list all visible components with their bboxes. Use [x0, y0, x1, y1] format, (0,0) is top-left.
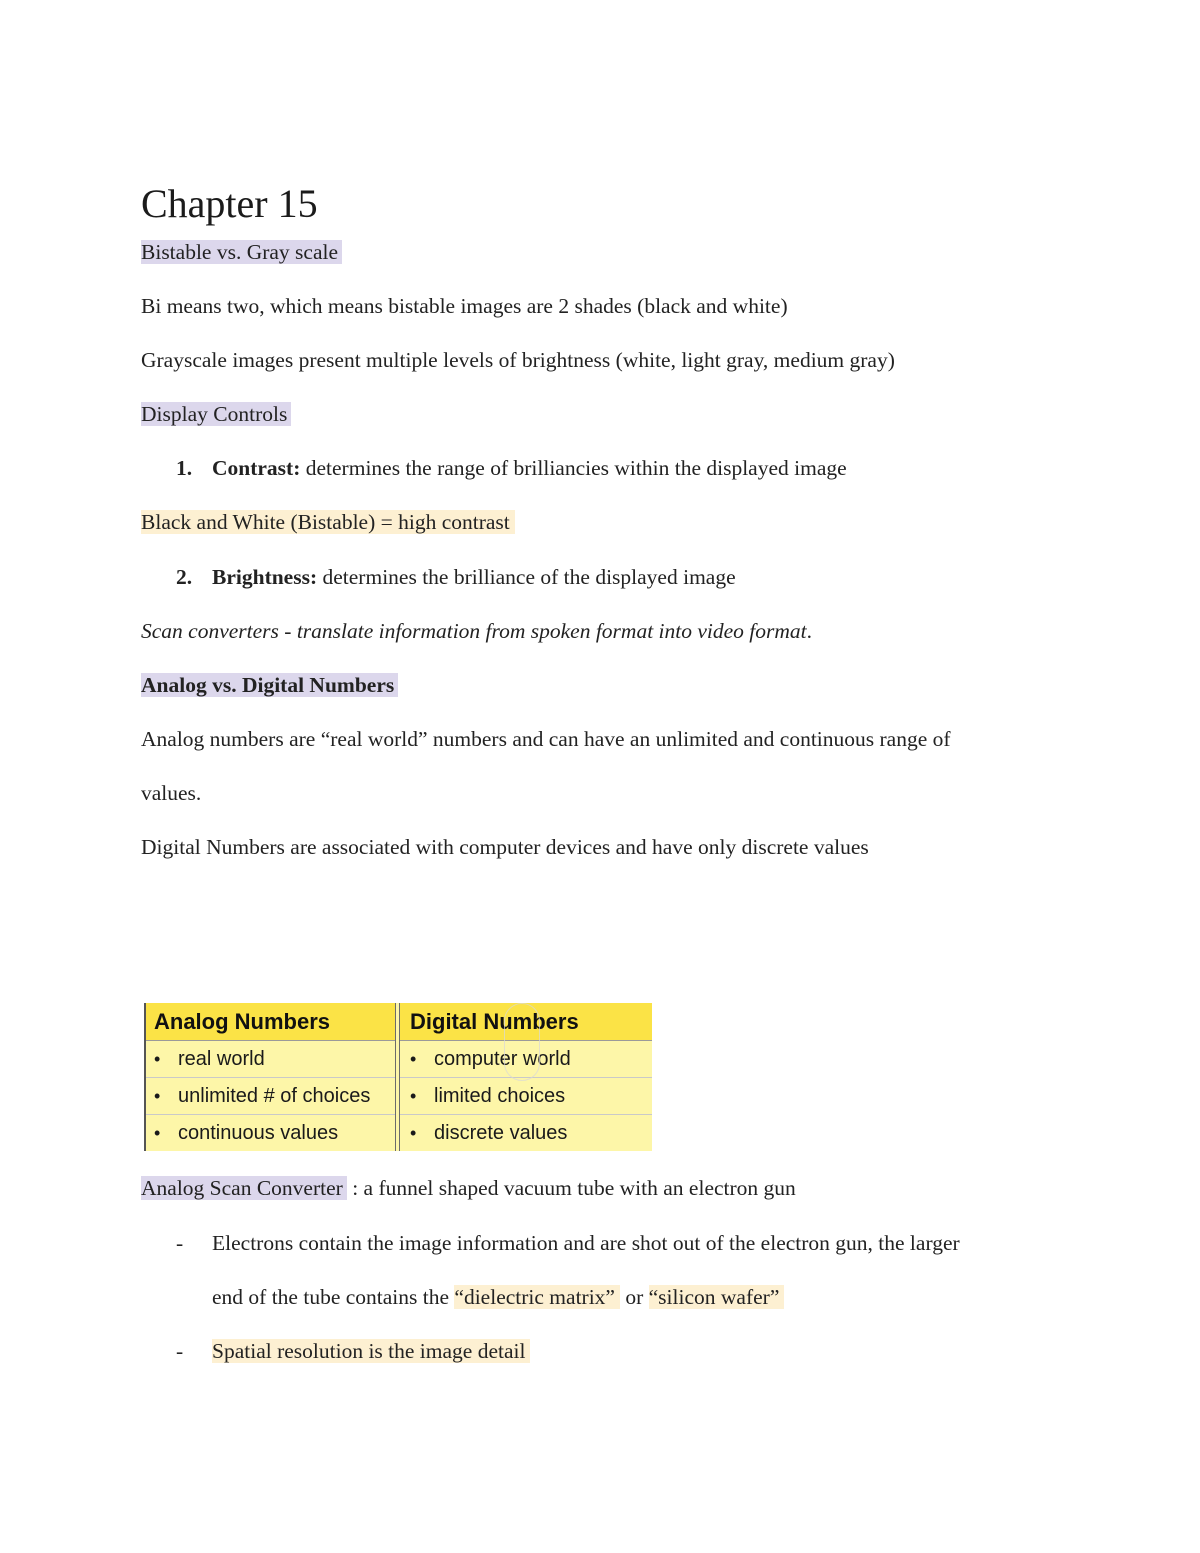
table-cell	[144, 1041, 396, 1078]
page-title: Chapter 15	[141, 181, 318, 226]
table-cell-text: continuous values	[178, 1122, 339, 1144]
table-cell	[400, 1115, 652, 1152]
term-contrast: Contrast:	[212, 456, 301, 480]
heading-analog-scan-converter: Analog Scan Converter	[141, 1176, 347, 1200]
table-cell-text: limited choices	[434, 1085, 566, 1107]
dash-icon: -	[176, 1231, 184, 1255]
dash-icon: -	[176, 1339, 184, 1363]
bullet-spatial-resolution-text: Spatial resolution is the image detail	[212, 1339, 530, 1363]
list-item-contrast	[176, 454, 847, 482]
bullet-electrons	[176, 1229, 960, 1257]
table-cell	[144, 1115, 396, 1152]
note-high-contrast-text: Black and White (Bistable) = high contrast	[141, 510, 515, 534]
analog-scan-converter-definition: : a funnel shaped vacuum tube with an electron gun	[346, 1176, 796, 1200]
list-number: 2.	[176, 565, 193, 589]
paragraph-grayscale: Grayscale images present multiple levels of brightness (white, light gray, medium gray)	[141, 348, 895, 372]
paragraph-analog-scan-converter	[141, 1174, 796, 1202]
table-cell-text: unlimited # of choices	[178, 1085, 371, 1107]
term-brightness: Brightness:	[212, 565, 318, 589]
note-high-contrast	[141, 508, 515, 536]
cursor-overlay-icon	[504, 1003, 540, 1081]
table-cell	[400, 1078, 652, 1115]
scan-converters-text: Scan converters - translate information from spoken format into video format	[141, 619, 807, 643]
bullet-icon: •	[410, 1123, 417, 1143]
bullet-electrons-cont-text: end of the tube contains the	[212, 1285, 455, 1309]
list-item-brightness	[176, 563, 736, 591]
term-dielectric-matrix: “dielectric matrix”	[454, 1285, 620, 1309]
paragraph-analog-1: Analog numbers are “real world” numbers and can have an unlimited and continuous range of	[141, 727, 951, 751]
definition-contrast: determines the range of brilliancies within the displayed image	[300, 456, 847, 480]
bullet-electrons-cont	[212, 1283, 784, 1311]
table-cell-text: discrete values	[434, 1122, 568, 1144]
heading-display-controls	[141, 400, 291, 428]
heading-analog-digital-text: Analog vs. Digital Numbers	[141, 673, 398, 697]
paragraph-digital: Digital Numbers are associated with computer devices and have only discrete values	[141, 835, 869, 859]
conjunction-or: or	[619, 1285, 649, 1309]
table-cell-text: computer world	[434, 1048, 571, 1070]
bullet-icon: •	[154, 1049, 161, 1069]
bullet-icon: •	[410, 1086, 417, 1106]
list-number: 1.	[176, 456, 193, 480]
bullet-spatial-resolution	[176, 1337, 530, 1365]
heading-bistable	[141, 238, 342, 266]
heading-display-controls-text: Display Controls	[141, 402, 291, 426]
table-header-analog: Analog Numbers	[144, 1003, 396, 1041]
bullet-icon: •	[410, 1049, 417, 1069]
scan-converters-period: .	[806, 619, 813, 643]
bullet-icon: •	[154, 1086, 161, 1106]
analog-digital-table-image	[144, 1003, 652, 1151]
paragraph-analog-2: values.	[141, 781, 202, 805]
paragraph-bistable: Bi means two, which means bistable images are 2 shades (black and white)	[141, 294, 788, 318]
bullet-icon: •	[154, 1123, 161, 1143]
table-column-analog	[144, 1003, 396, 1151]
table-cell-text: real world	[178, 1048, 265, 1070]
definition-brightness: determines the brilliance of the displayed image	[317, 565, 736, 589]
heading-analog-digital	[141, 671, 398, 699]
paragraph-scan-converters	[141, 617, 812, 645]
heading-bistable-text: Bistable vs. Gray scale	[141, 240, 342, 264]
table-cell	[144, 1078, 396, 1115]
term-silicon-wafer: “silicon wafer”	[649, 1285, 785, 1309]
bullet-electrons-text: Electrons contain the image information and are shot out of the electron gun, the larger	[212, 1231, 960, 1255]
table-header-digital: Digital Numbers	[400, 1003, 652, 1041]
